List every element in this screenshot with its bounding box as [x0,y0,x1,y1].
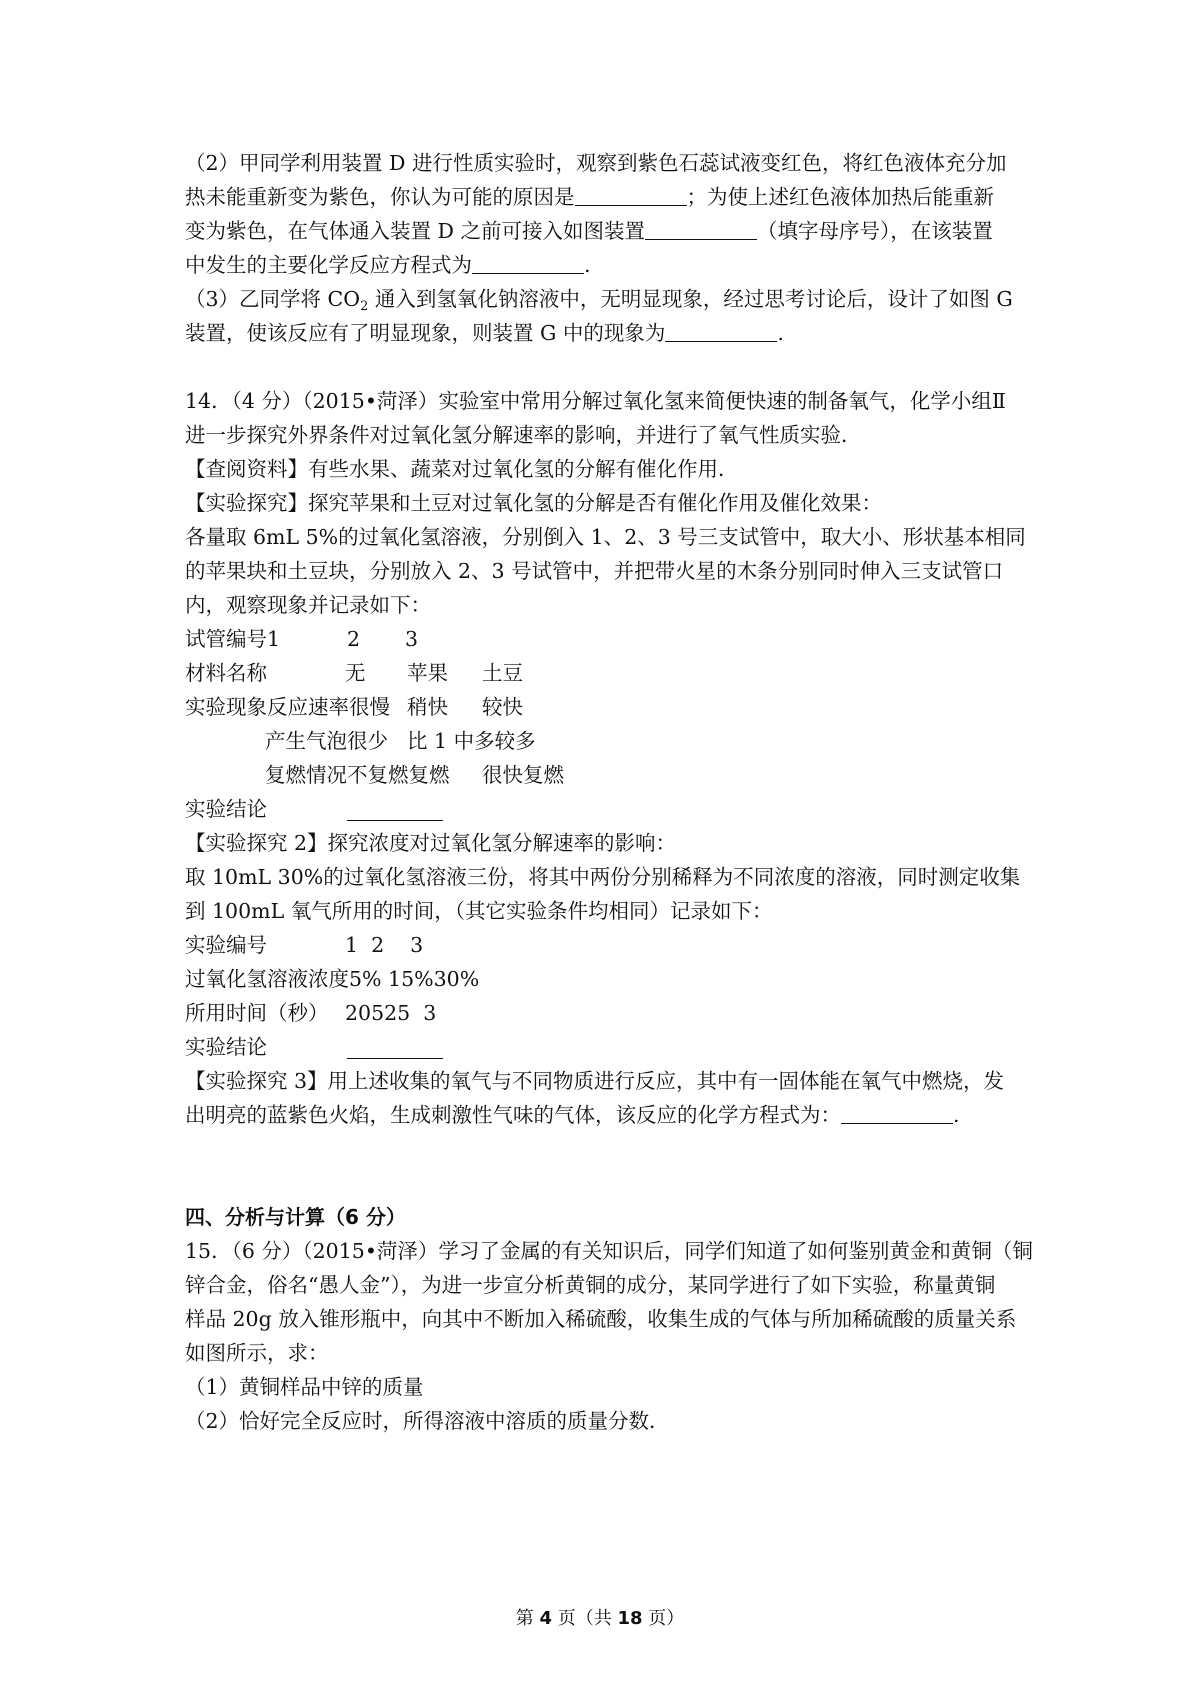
q13-p2-line2 [185,180,1035,214]
table2-row2: 过氧化氢溶液浓度5% 15%30% [185,967,480,991]
text-run: 中发生的主要化学反应方程式为 [185,253,472,277]
table-cell: 实验结论 [185,1035,267,1059]
q14-line8: 【实验探究 2】探究浓度对过氧化氢分解速率的影响： [185,831,677,855]
q14-line10: 到 100mL 氧气所用的时间，（其它实验条件均相同）记录如下： [185,899,773,923]
spacer [185,1166,1035,1200]
spacer [185,350,1035,384]
table1-row3 [185,690,1035,724]
table1-conclusion [185,792,1035,826]
text-run: （填字母序号），在该装置 [756,219,993,243]
table-cell: 2 [347,627,361,651]
footer-text: 第 [515,1608,540,1629]
q15-line4: 如图所示，求： [185,1341,329,1365]
table-cell: 较快 [482,695,523,719]
table1-row1 [185,622,1035,656]
table-cell: 1 2 3 [345,933,424,957]
table1-row5 [185,758,1035,792]
table-cell: 产生气泡很少 [265,729,388,753]
table2-row1 [185,928,1035,962]
table-cell: 苹果 [407,661,448,685]
footer-text: 页（共 [552,1608,618,1629]
text-run: . [777,321,784,345]
q14-line3: 【查阅资料】有些水果、蔬菜对过氧化氢的分解有催化作用． [185,457,739,481]
q13-p3-line1 [185,282,1035,316]
text-run: 出明亮的蓝紫色火焰，生成刺激性气味的气体，该反应的化学方程式为： [185,1103,841,1127]
text-run: . [584,253,591,277]
table-cell: 实验结论 [185,797,267,821]
table1-row2 [185,656,1035,690]
table1-row4 [185,724,1035,758]
q14-line12 [185,1098,1035,1132]
page-footer [0,1604,1200,1630]
q15-line1: 15．（6 分）（2015•菏泽）学习了金属的有关知识后，同学们知道了如何鉴别黄金和黄铜（铜 [185,1239,1033,1263]
answer-blank[interactable] [575,183,687,206]
table2-conclusion [185,1030,1035,1064]
q15-line3: 样品 20g 放入锥形瓶中，向其中不断加入稀硫酸，收集生成的气体与所加稀硫酸的质量关系 [185,1307,1017,1331]
page-number: 4 [539,1608,552,1629]
text-run: . [953,1103,960,1127]
table-cell: 比 1 中多较多 [407,729,536,753]
table-cell: 材料名称 [185,661,267,685]
table2-row3 [185,996,1035,1030]
q14-line2: 进一步探究外界条件对过氧化氢分解速率的影响，并进行了氧气性质实验． [185,423,862,447]
answer-blank[interactable] [841,1101,953,1124]
text-run: ；为使上述红色液体加热后能重新 [686,185,994,209]
text-run: 变为紫色，在气体通入装置 D 之前可接入如图装置 [185,219,645,243]
q15-line5: （1）黄铜样品中锌的质量 [185,1375,424,1399]
text-run: 通入到氢氧化钠溶液中，无明显现象，经过思考讨论后，设计了如图 G [368,287,1013,311]
q13-p2-line1: （2）甲同学利用装置 D 进行性质实验时，观察到紫色石蕊试液变红色，将红色液体充分加 [185,151,1007,175]
answer-blank[interactable] [347,1036,443,1059]
table-cell: 试管编号1 [185,627,281,651]
q14-line9: 取 10mL 30%的过氧化氢溶液三份，将其中两份分别稀释为不同浓度的溶液，同时测定收集 [185,865,1021,889]
answer-blank[interactable] [347,798,443,821]
answer-blank[interactable] [645,217,757,240]
footer-text: 页） [642,1608,685,1629]
spacer [185,1132,1035,1166]
page-total: 18 [617,1608,643,1629]
q14-line5: 各量取 6mL 5%的过氧化氢溶液，分别倒入 1、2、3 号三支试管中，取大小、形状基本相同 [185,525,1026,549]
table-cell: 实验编号 [185,933,267,957]
table-cell: 所用时间（秒） [185,1001,329,1025]
q13-p3-line2 [185,316,1035,350]
text-run: 热未能重新变为紫色，你认为可能的原因是 [185,185,575,209]
table-cell: 稍快 [407,695,448,719]
q14-line6: 的苹果块和土豆块，分别放入 2、3 号试管中，并把带火星的木条分别同时伸入三支试管口 [185,559,1004,583]
text-run: （3）乙同学将 CO [185,287,361,311]
q13-p2-line3 [185,214,1035,248]
table-cell: 3 [405,627,419,651]
table-cell: 无 [345,661,366,685]
text-run: 装置，使该反应有了明显现象，则装置 G 中的现象为 [185,321,666,345]
q14-line11: 【实验探究 3】用上述收集的氧气与不同物质进行反应，其中有一固体能在氧气中燃烧，发 [185,1069,1005,1093]
q14-line7: 内，观察现象并记录如下： [185,593,431,617]
section-heading: 四、分析与计算（6 分） [185,1205,406,1229]
q15-line6: （2）恰好完全反应时，所得溶液中溶质的质量分数． [185,1409,670,1433]
q13-p2-line4 [185,248,1035,282]
q14-line4: 【实验探究】探究苹果和土豆对过氧化氢的分解是否有催化作用及催化效果： [185,491,882,515]
answer-blank[interactable] [665,319,777,342]
table-cell: 20525 3 [345,1001,437,1025]
table-cell: 土豆 [482,661,523,685]
q14-line1: 14．（4 分）（2015•菏泽）实验室中常用分解过氧化氢来简便快速的制备氧气，化学小组Ⅱ [185,389,1006,413]
document-page [185,146,1035,1438]
table-cell: 复燃情况不复燃复燃 [265,763,450,787]
answer-blank[interactable] [472,251,584,274]
subscript: 2 [360,299,369,314]
table-cell: 很快复燃 [482,763,564,787]
q15-line2: 锌合金，俗名“愚人金”），为进一步宣分析黄铜的成分，某同学进行了如下实验，称量黄铜 [185,1273,996,1297]
table-cell: 实验现象反应速率很慢 [185,695,390,719]
